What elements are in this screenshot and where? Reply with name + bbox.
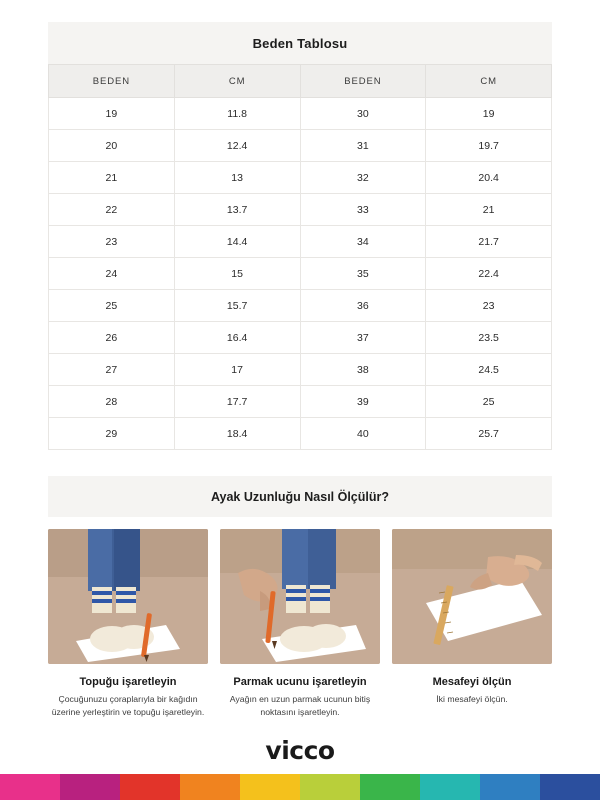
size-chart-table: [48, 64, 552, 450]
table-cell: 33: [300, 194, 426, 226]
table-cell: 34: [300, 226, 426, 258]
footer: [0, 736, 600, 800]
table-cell: 18.4: [174, 418, 300, 450]
column-header-cm-1: CM: [174, 65, 300, 98]
table-row: [49, 162, 552, 194]
color-swatch: [180, 774, 240, 800]
table-row: [49, 98, 552, 130]
table-row: [49, 386, 552, 418]
color-swatch: [120, 774, 180, 800]
table-cell: 17.7: [174, 386, 300, 418]
table-cell: 19: [49, 98, 175, 130]
howto-step-2-title: Parmak ucunu işaretleyin: [233, 676, 367, 688]
table-row: [49, 258, 552, 290]
table-cell: 13.7: [174, 194, 300, 226]
table-cell: 27: [49, 354, 175, 386]
table-cell: 13: [174, 162, 300, 194]
table-cell: 22.4: [426, 258, 552, 290]
table-row: [49, 290, 552, 322]
table-cell: 21: [49, 162, 175, 194]
table-cell: 21: [426, 194, 552, 226]
table-cell: 25: [49, 290, 175, 322]
brand-logo: vicco: [265, 736, 335, 765]
table-cell: 17: [174, 354, 300, 386]
table-cell: 26: [49, 322, 175, 354]
table-cell: 22: [49, 194, 175, 226]
color-swatch: [240, 774, 300, 800]
color-swatch: [480, 774, 540, 800]
table-row: [49, 322, 552, 354]
table-cell: 29: [49, 418, 175, 450]
howto-step-3-desc: İki mesafeyi ölçün.: [436, 694, 508, 704]
size-chart-title: Beden Tablosu: [252, 36, 348, 51]
table-row: [49, 194, 552, 226]
table-cell: 11.8: [174, 98, 300, 130]
color-swatch: [360, 774, 420, 800]
table-cell: 35: [300, 258, 426, 290]
table-cell: 19: [426, 98, 552, 130]
color-swatch: [0, 774, 60, 800]
howto-step-3: [392, 529, 552, 718]
howto-step-1: [48, 529, 208, 718]
howto-step-2-desc: Ayağın en uzun parmak ucunun bitiş noktasını işaretleyin.: [229, 694, 371, 717]
table-row: [49, 354, 552, 386]
howto-step-3-title: Mesafeyi ölçün: [432, 676, 512, 688]
color-swatch: [300, 774, 360, 800]
brand-color-bar: [0, 774, 600, 800]
column-header-cm-2: CM: [426, 65, 552, 98]
size-chart-panel: [48, 22, 552, 64]
ruler-measuring-photo: [392, 529, 552, 664]
heel-marking-photo: [48, 529, 208, 664]
table-cell: 38: [300, 354, 426, 386]
toe-marking-photo: [220, 529, 380, 664]
column-header-beden-1: BEDEN: [49, 65, 175, 98]
table-cell: 15: [174, 258, 300, 290]
table-cell: 23.5: [426, 322, 552, 354]
table-cell: 20.4: [426, 162, 552, 194]
table-cell: 23: [426, 290, 552, 322]
table-cell: 32: [300, 162, 426, 194]
table-cell: 24: [49, 258, 175, 290]
howto-step-2: [220, 529, 380, 718]
table-cell: 31: [300, 130, 426, 162]
table-cell: 21.7: [426, 226, 552, 258]
howto-title: Ayak Uzunluğu Nasıl Ölçülür?: [48, 476, 552, 517]
table-row: [49, 130, 552, 162]
color-swatch: [420, 774, 480, 800]
table-cell: 20: [49, 130, 175, 162]
table-cell: 15.7: [174, 290, 300, 322]
table-cell: 12.4: [174, 130, 300, 162]
table-row: [49, 226, 552, 258]
table-cell: 40: [300, 418, 426, 450]
table-cell: 25.7: [426, 418, 552, 450]
table-cell: 37: [300, 322, 426, 354]
table-cell: 14.4: [174, 226, 300, 258]
table-cell: 24.5: [426, 354, 552, 386]
table-cell: 25: [426, 386, 552, 418]
table-cell: 23: [49, 226, 175, 258]
table-cell: 36: [300, 290, 426, 322]
table-cell: 28: [49, 386, 175, 418]
table-cell: 19.7: [426, 130, 552, 162]
howto-steps: [48, 529, 552, 718]
table-cell: 30: [300, 98, 426, 130]
table-cell: 16.4: [174, 322, 300, 354]
howto-step-1-title: Topuğu işaretleyin: [79, 676, 177, 688]
table-header-row: [49, 65, 552, 98]
column-header-beden-2: BEDEN: [300, 65, 426, 98]
howto-section: [48, 476, 552, 718]
howto-step-1-desc: Çocuğunuzu çoraplarıyla bir kağıdın üzerine yerleştirin ve topuğu işaretleyin.: [51, 694, 205, 717]
color-swatch: [60, 774, 120, 800]
color-swatch: [540, 774, 600, 800]
table-row: [49, 418, 552, 450]
table-cell: 39: [300, 386, 426, 418]
